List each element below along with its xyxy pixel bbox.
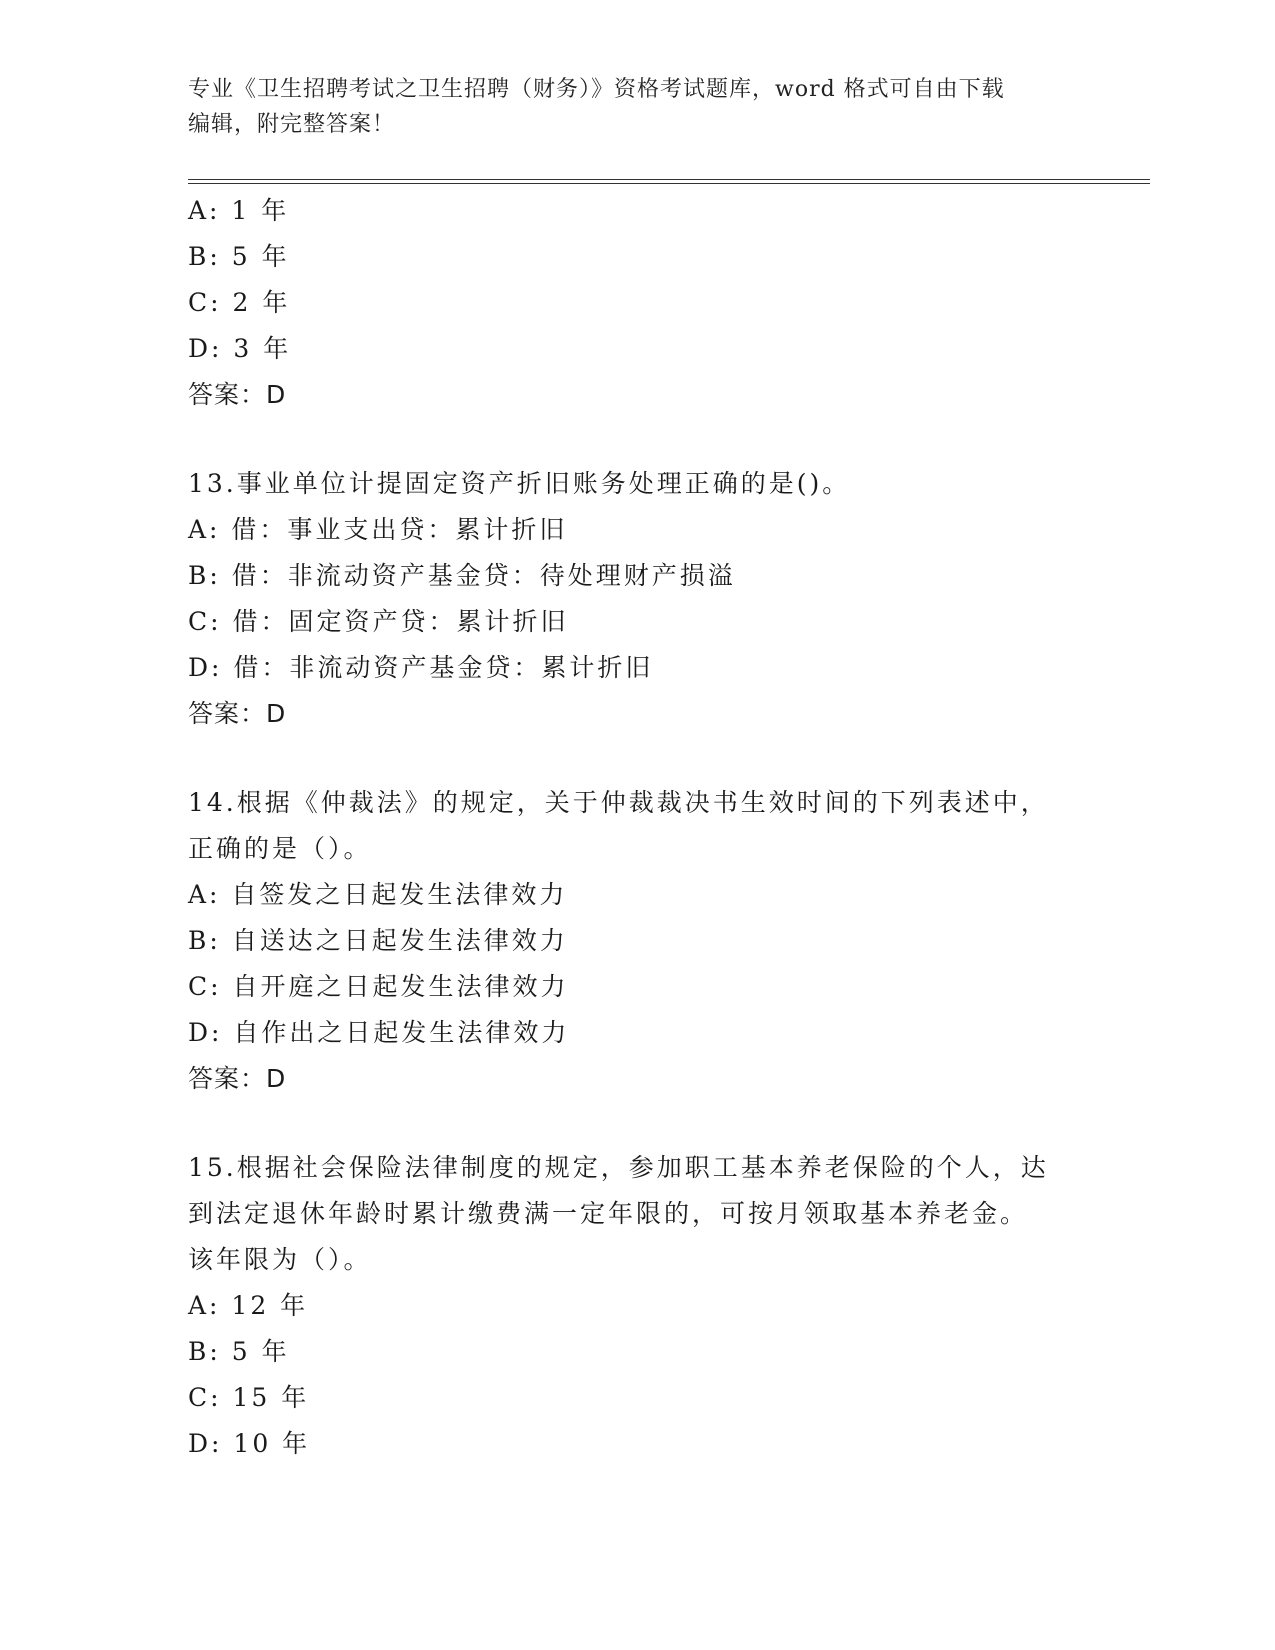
option-c: C: 自开庭之日起发生法律效力 (188, 972, 569, 1001)
header-divider-top (188, 179, 1150, 180)
answer-line: 答案：D (188, 1064, 287, 1093)
spacer (188, 418, 1088, 461)
option-d: D: 自作出之日起发生法律效力 (188, 1018, 570, 1047)
header-divider-bottom (188, 183, 1150, 184)
option-a: A: 12 年 (188, 1291, 309, 1320)
option-a: A: 1 年 (188, 196, 290, 225)
option-b: B: 借：非流动资产基金贷：待处理财产损溢 (188, 561, 736, 590)
option-d: D: 10 年 (188, 1429, 311, 1458)
option-d: D: 3 年 (188, 334, 292, 363)
question-text: 正确的是（）。 (188, 834, 372, 863)
question-text: 14.根据《仲裁法》的规定，关于仲裁裁决书生效时间的下列表述中， (188, 788, 1049, 817)
question-text: 到法定退休年龄时累计缴费满一定年限的，可按月领取基本养老金。 (188, 1199, 1029, 1228)
question-list (188, 188, 1088, 1467)
question-13-block (188, 461, 1088, 737)
option-c: C: 2 年 (188, 288, 291, 317)
option-b: B: 5 年 (188, 1337, 290, 1366)
question-14-block (188, 780, 1088, 1102)
option-a: A: 自签发之日起发生法律效力 (188, 880, 568, 909)
spacer (188, 1102, 1088, 1145)
question-text: 该年限为（）。 (188, 1245, 372, 1274)
option-b: B: 自送达之日起发生法律效力 (188, 926, 568, 955)
answer-line: 答案：D (188, 699, 287, 728)
question-15-block (188, 1145, 1088, 1467)
question-text: 15.根据社会保险法律制度的规定，参加职工基本养老保险的个人，达 (188, 1153, 1049, 1182)
option-c: C: 15 年 (188, 1383, 310, 1412)
option-c: C: 借：固定资产贷：累计折旧 (188, 607, 569, 636)
option-b: B: 5 年 (188, 242, 290, 271)
answer-line: 答案：D (188, 380, 287, 409)
document-header (188, 72, 1088, 142)
option-a: A: 借：事业支出贷：累计折旧 (188, 515, 568, 544)
question-text: 13.事业单位计提固定资产折旧账务处理正确的是()。 (188, 469, 851, 498)
spacer (188, 737, 1088, 780)
option-d: D: 借：非流动资产基金贷：累计折旧 (188, 653, 654, 682)
header-line-2: 编辑，附完整答案！ (188, 112, 396, 137)
header-line-1: 专业《卫生招聘考试之卫生招聘（财务）》资格考试题库，word 格式可自由下载 (188, 77, 1005, 102)
question-12-block (188, 188, 1088, 418)
